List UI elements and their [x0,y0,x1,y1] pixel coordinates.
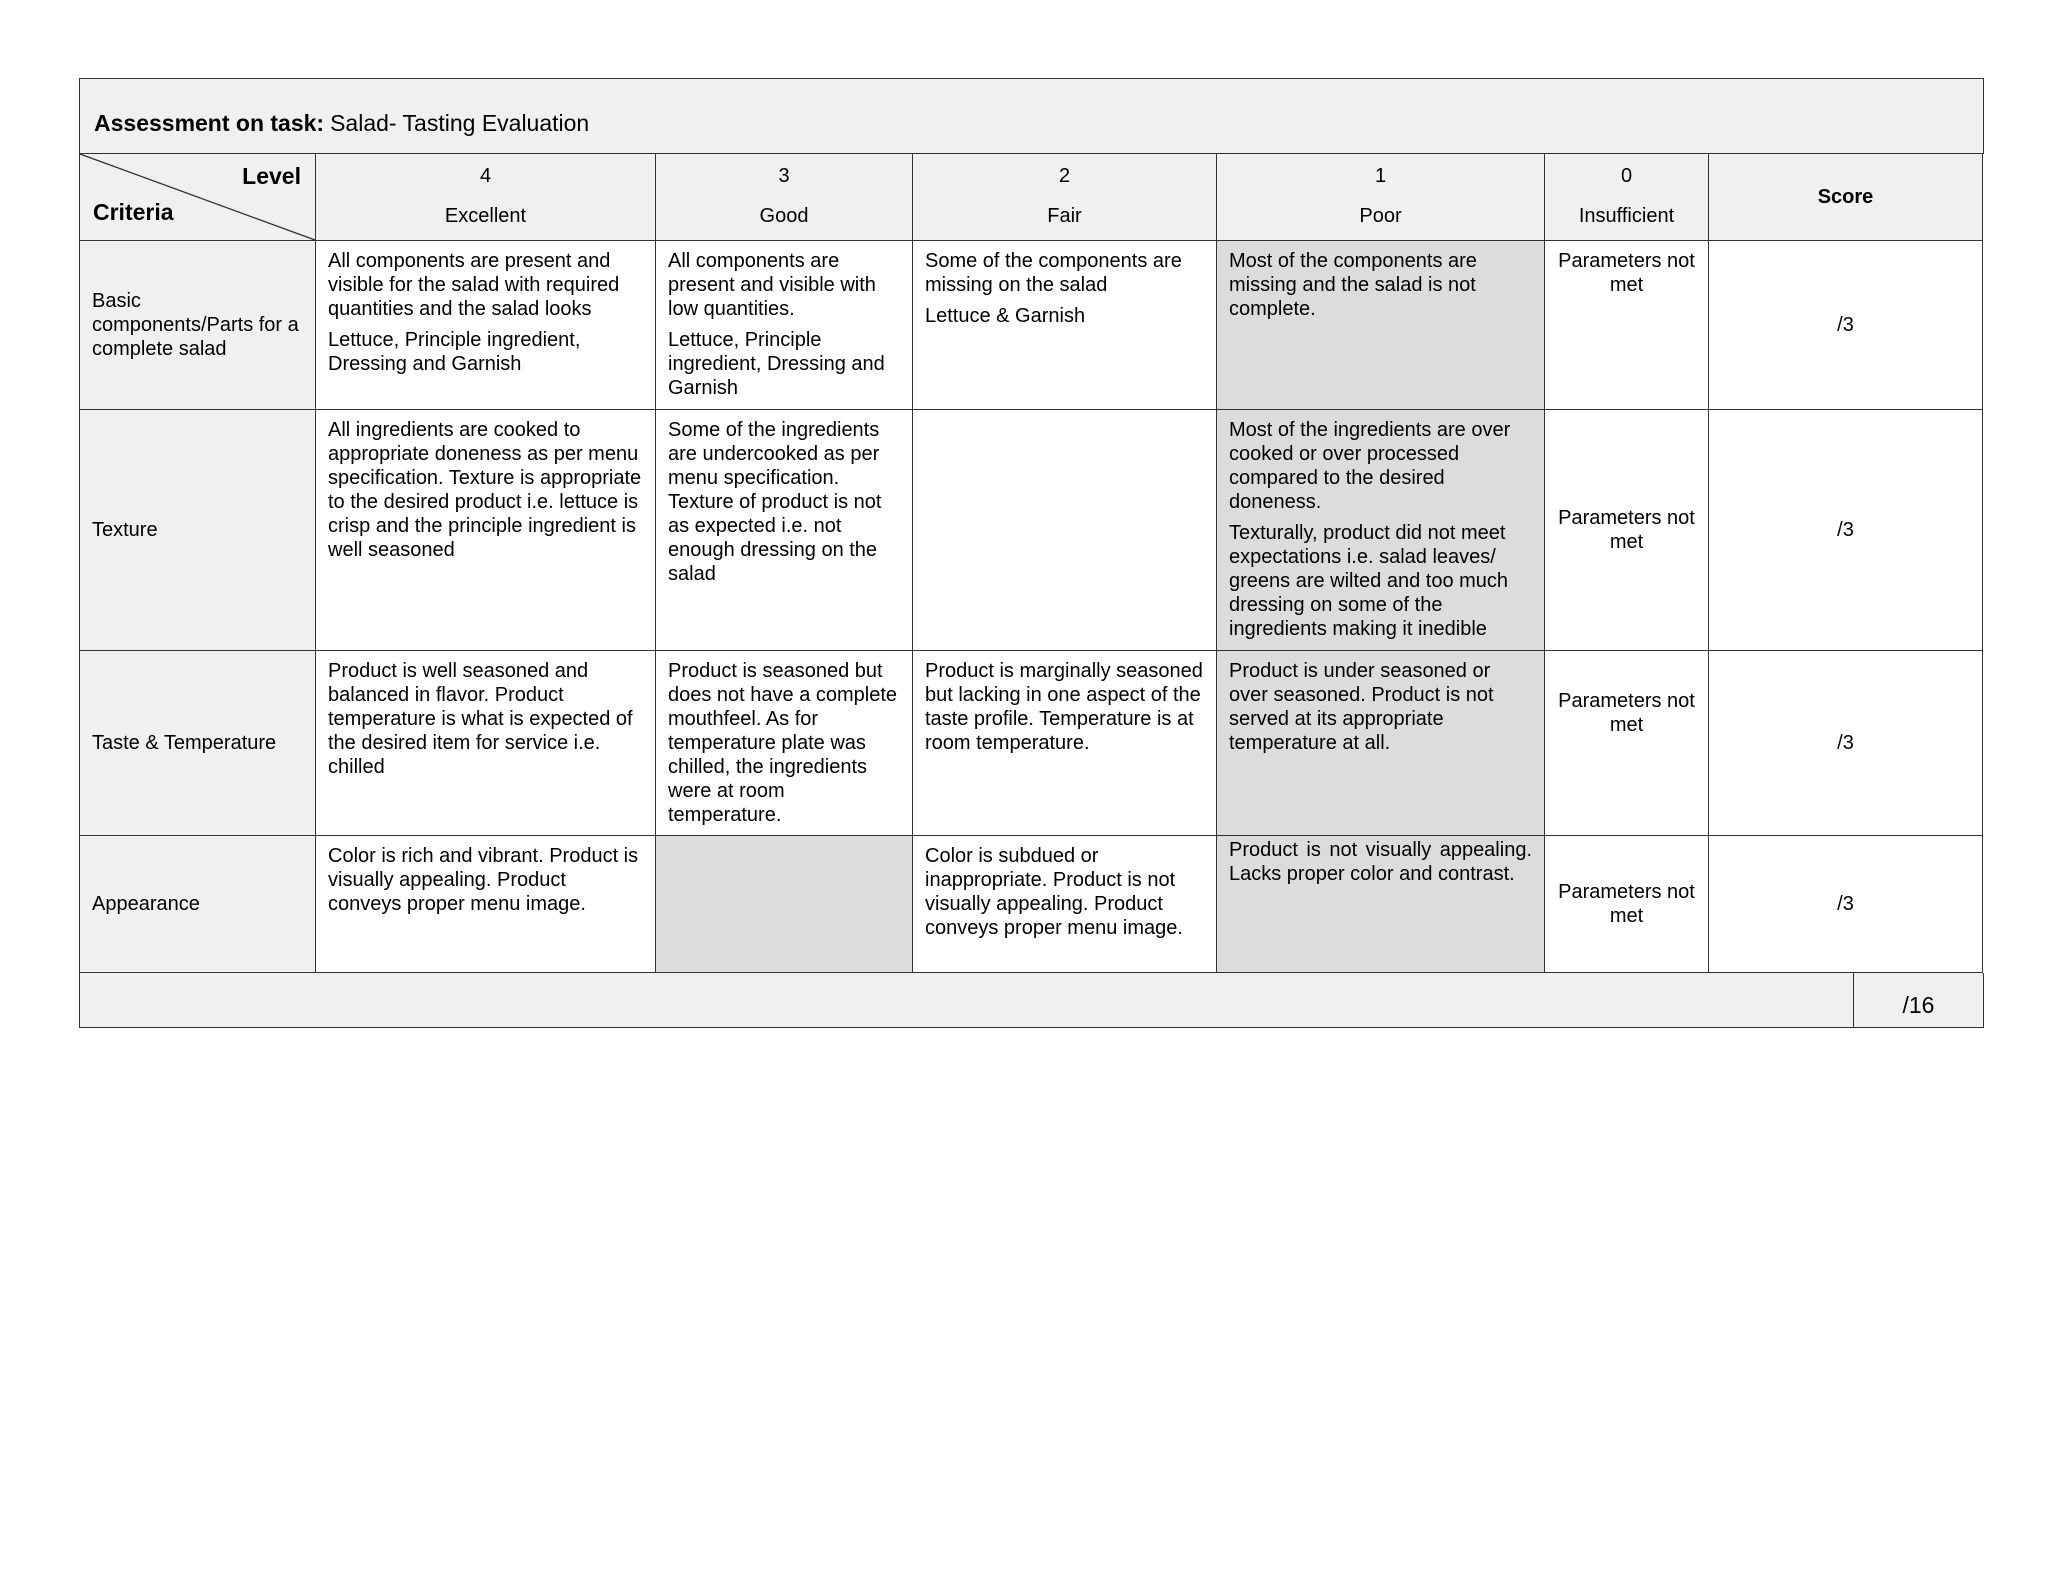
rubric-table [79,153,1983,973]
level-header-0 [1545,154,1709,241]
descriptor-text: Lettuce & Garnish [925,305,1086,327]
insufficient-cell: Parameters not met [1545,410,1709,651]
descriptor-text: All components are present and visible for the salad with required quantities and the salad looks [328,250,620,320]
level-name: Good [759,205,809,227]
poor-cell [1217,651,1545,836]
level-name: Excellent [444,205,527,227]
fair-cell [913,410,1217,651]
criteria-cell: Basic components/Parts for a complete salad [80,241,316,410]
score-cell: /3 [1709,651,1983,836]
table-row [80,836,1983,973]
excellent-cell [316,651,656,836]
total-row [79,973,1984,1028]
criteria-cell: Taste & Temperature [80,651,316,836]
good-cell [656,836,913,973]
level-criteria-header [80,154,316,241]
insufficient-cell: Parameters not met [1545,836,1709,973]
fair-cell [913,651,1217,836]
descriptor-text: Product is marginally seasoned but lacking in one aspect of the taste profile. Temperature is at room temperature. [925,660,1203,754]
descriptor-text: Product is not visually appealing. Lacks proper color and contrast. [1229,839,1532,885]
score-cell: /3 [1709,410,1983,651]
score-header: Score [1709,154,1983,241]
level-header-3 [656,154,913,241]
criteria-cell: Texture [80,410,316,651]
descriptor-text: Color is subdued or inappropriate. Product is not visually appealing. Product conveys proper menu image. [925,845,1183,939]
level-number: 1 [1374,165,1387,187]
level-number: 3 [778,165,790,187]
poor-cell [1217,836,1545,973]
good-cell [656,410,913,651]
good-cell [656,241,913,410]
criteria-label: Criteria [93,199,174,225]
level-header-2 [913,154,1217,241]
poor-cell [1217,410,1545,651]
descriptor-text: Lettuce, Principle ingredient, Dressing and Garnish [328,329,581,375]
criteria-cell: Appearance [80,836,316,973]
level-number: 2 [1058,165,1071,187]
fair-cell [913,836,1217,973]
good-cell [656,651,913,836]
header-row [80,154,1983,241]
poor-cell [1217,241,1545,410]
descriptor-text: Lettuce, Principle ingredient, Dressing and Garnish [668,329,885,399]
score-cell: /3 [1709,836,1983,973]
descriptor-text: Color is rich and vibrant. Product is visually appealing. Product conveys proper menu image. [328,845,639,915]
descriptor-text: Texturally, product did not meet expectations i.e. salad leaves/ greens are wilted and too much dressing on some of the ingredients making it inedible [1229,522,1509,640]
total-score: /16 [1853,973,1983,1027]
excellent-cell [316,241,656,410]
descriptor-text: All components are present and visible with low quantities. [668,250,876,320]
insufficient-cell: Parameters not met [1545,241,1709,410]
score-cell: /3 [1709,241,1983,410]
assessment-task: Salad- Tasting Evaluation [330,110,590,136]
descriptor-text: Some of the components are missing on the salad [925,250,1182,296]
level-header-4 [316,154,656,241]
excellent-cell [316,836,656,973]
insufficient-cell: Parameters not met [1545,651,1709,836]
table-row [80,651,1983,836]
table-row [80,410,1983,651]
level-label: Level [242,163,301,189]
descriptor-text: Most of the ingredients are over cooked or over processed compared to the desired doneness. [1229,419,1511,513]
level-number: 4 [479,165,492,187]
descriptor-text: Product is under seasoned or over seasoned. Product is not served at its appropriate temperature at all. [1229,660,1494,754]
excellent-cell [316,410,656,651]
level-name: Fair [1047,205,1082,227]
level-header-1 [1217,154,1545,241]
descriptor-text: Product is well seasoned and balanced in flavor. Product temperature is what is expected of the desired item for service i.e. chilled [328,660,633,778]
assessment-title [79,78,1984,154]
assessment-label: Assessment on task: [94,110,325,136]
descriptor-text: Product is seasoned but does not have a complete mouthfeel. As for temperature plate was chilled, the ingredients were at room temperature. [668,660,898,826]
table-row [80,241,1983,410]
descriptor-text: Most of the components are missing and the salad is not complete. [1229,250,1477,320]
fair-cell [913,241,1217,410]
descriptor-text: All ingredients are cooked to appropriate doneness as per menu specification. Texture is appropriate to the desired product i.e. lettuce is crisp and the principle ingredient is well seasoned [328,419,642,561]
level-number: 0 [1620,165,1633,187]
rubric-container [79,78,1984,1028]
level-name: Poor [1359,205,1402,227]
descriptor-text: Some of the ingredients are undercooked as per menu specification. Texture of product is not as expected i.e. not enough dressing on the salad [668,419,882,585]
level-name: Insufficient [1578,205,1675,227]
